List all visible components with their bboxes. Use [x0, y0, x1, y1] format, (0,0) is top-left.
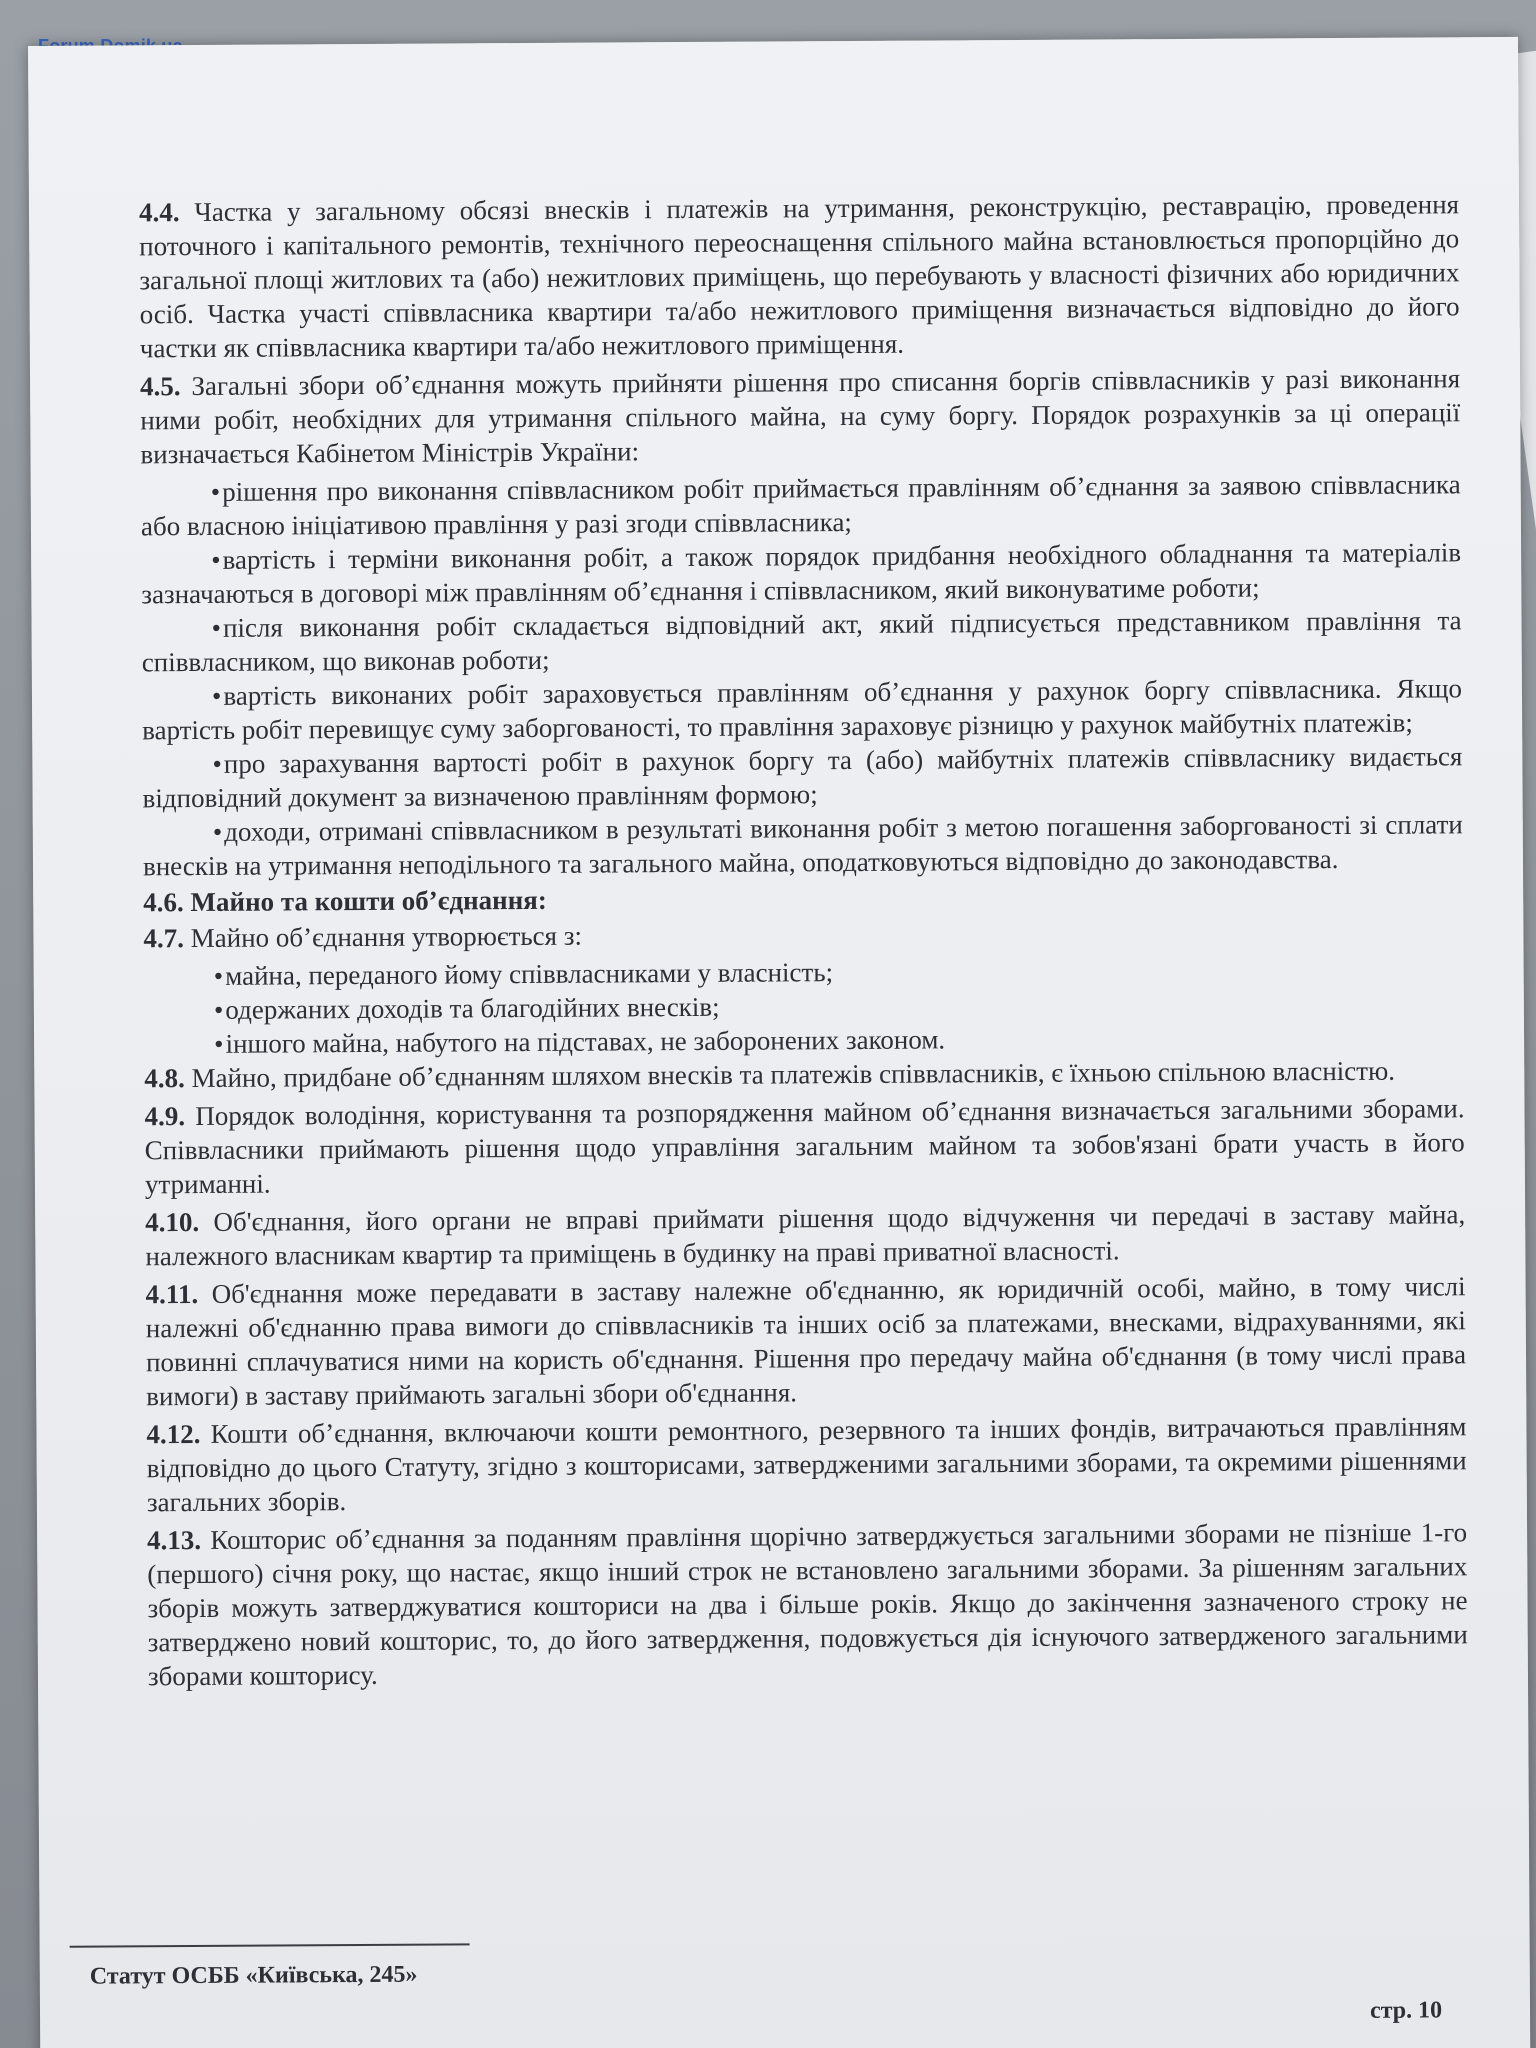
list-item: • про зарахування вартості робіт в рахунок боргу та (або) майбутніх платежів співвласнику видається відповідний документ за визначеною правлінням формою; [142, 739, 1462, 815]
list-item: • після виконання робіт складається відповідний акт, який підписується представником правління та співвласником, що виконав роботи; [141, 603, 1461, 679]
list-item: • одержаних доходів та благодійних внесків; [144, 985, 1464, 1027]
document-page [28, 37, 1530, 2048]
section-4-13 [147, 1515, 1468, 1693]
footer-document-title: Статут ОСББ «Київська, 245» [89, 1961, 418, 1990]
section-text: Кошторис об’єднання за поданням правління щорічно затверджується загальними зборами не пізніше 1-го (першого) січня року, що настає, якщо інший строк не встановлено загальними зборами. За рішенням загальних зборів можуть затверджуватися кошториси на два і більше років. Якщо до закінчення зазначеного строку не затверджено новий кошторис, то, до його затвердження, подовжується дія існуючого затвердженого загальними зборами кошторису. [147, 1517, 1468, 1692]
section-number: 4.13. [147, 1524, 202, 1556]
section-number: 4.10. [145, 1206, 200, 1238]
footer-divider [70, 1943, 470, 1947]
list-item: • іншого майна, набутого на підставах, не заборонених законом. [144, 1019, 1464, 1061]
section-text: Загальні збори об’єднання можуть прийняти рішення про списання боргів співвласників у разі виконання ними робіт, необхідних для утримання спільного майна, на суму боргу. Порядок розрахунків за ці операції визначається Кабінетом Міністрів України: [140, 363, 1461, 470]
section-text: Частка у загальному обсязі внесків і платежів на утримання, реконструкцію, реставрацію, проведення поточного і капітального ремонтів, технічного переоснащення спільного майна встановлюється пропорційно до загальної площі житлових та (або) нежитлових приміщень, що перебувають у власності фізичних або юридичних осіб. Частка участі співвласника квартири та/або нежитлового приміщення визначається відповідно до його частки як співвласника квартири та/або нежитлового приміщення. [139, 189, 1460, 364]
list-item: • майна, переданого йому співвласниками у власність; [144, 951, 1464, 993]
document-body [139, 187, 1468, 1697]
section-4-8 [144, 1053, 1464, 1095]
section-4-7 [143, 913, 1463, 955]
list-item: • вартість виконаних робіт зараховується правлінням об’єднання у рахунок боргу співвласника. Якщо вартість робіт перевищує суму заборгованості, то правління зараховує різницю у рахунок майбутніх платежів; [142, 671, 1462, 747]
section-4-9 [144, 1091, 1465, 1201]
list-item: • рішення про виконання співвласником робіт приймається правлінням об’єднання за заявою співвласника або власною ініціативою правління у разі згоди співвласника; [141, 467, 1461, 543]
section-4-6-heading: 4.6. Майно та кошти об’єднання: [143, 884, 547, 918]
section-number: 4.8. [144, 1063, 185, 1094]
section-text: Порядок володіння, користування та розпорядження майном об’єднання визначається загальними зборами. Співвласники приймають рішення щодо управління загальним майном та зобов'язані брати участь в його утриманні. [144, 1093, 1465, 1200]
section-text: Кошти об’єднання, включаючи кошти ремонтного, резервного та інших фондів, витрачаються правлінням відповідно до цього Статуту, згідно з кошторисами, затвердженими загальними зборами, та окремими рішеннями загальних зборів. [146, 1411, 1467, 1518]
section-4-4 [139, 187, 1460, 365]
section-text: Майно, придбане об’єднанням шляхом внесків та платежів співвласників, є їхньою спільною власністю. [191, 1055, 1396, 1094]
section-number: 4.4. [138, 197, 180, 228]
section-text: Об'єднання може передавати в заставу належне об'єднанню, як юридичній особі, майно, в тому числі належні об'єднанню права вимоги до співвласників та інших осіб за платежами, внесками, відрахуваннями, які повинні сплачуватися ними на користь об'єднання. Рішення про передачу майна об'єднання (в тому числі права вимоги) в заставу приймають загальні збори об'єднання. [145, 1271, 1467, 1412]
section-text: Об'єднання, його органи не вправі приймати рішення щодо відчуження чи передачі в заставу майна, належного власникам квартир та приміщень в будинку на праві приватної власності. [145, 1199, 1466, 1272]
section-number: 4.9. [144, 1101, 186, 1132]
page-number: стр. 10 [1369, 1997, 1443, 2024]
section-number: 4.5. [139, 371, 181, 402]
section-4-10 [145, 1197, 1465, 1273]
list-item: • вартість і терміни виконання робіт, а також порядок придбання необхідного обладнання та матеріалів зазначаються в договорі між правлінням об’єднання і співвласником, який виконуватиме роботи; [141, 535, 1461, 611]
list-item: • доходи, отримані співвласником в результаті виконання робіт з метою погашення заборгованості зі сплати внесків на утримання неподільного та загального майна, оподатковуються відповідно до законодавства. [143, 807, 1463, 883]
section-4-5 [140, 361, 1461, 471]
section-number: 4.12. [146, 1418, 201, 1450]
section-4-12 [146, 1409, 1467, 1519]
section-number: 4.7. [143, 923, 185, 954]
section-4-5-list [141, 467, 1463, 883]
section-text: Майно об’єднання утворюється з: [190, 920, 583, 954]
section-4-11 [146, 1269, 1467, 1413]
section-number: 4.11. [145, 1278, 199, 1310]
section-4-7-list [144, 951, 1465, 1061]
